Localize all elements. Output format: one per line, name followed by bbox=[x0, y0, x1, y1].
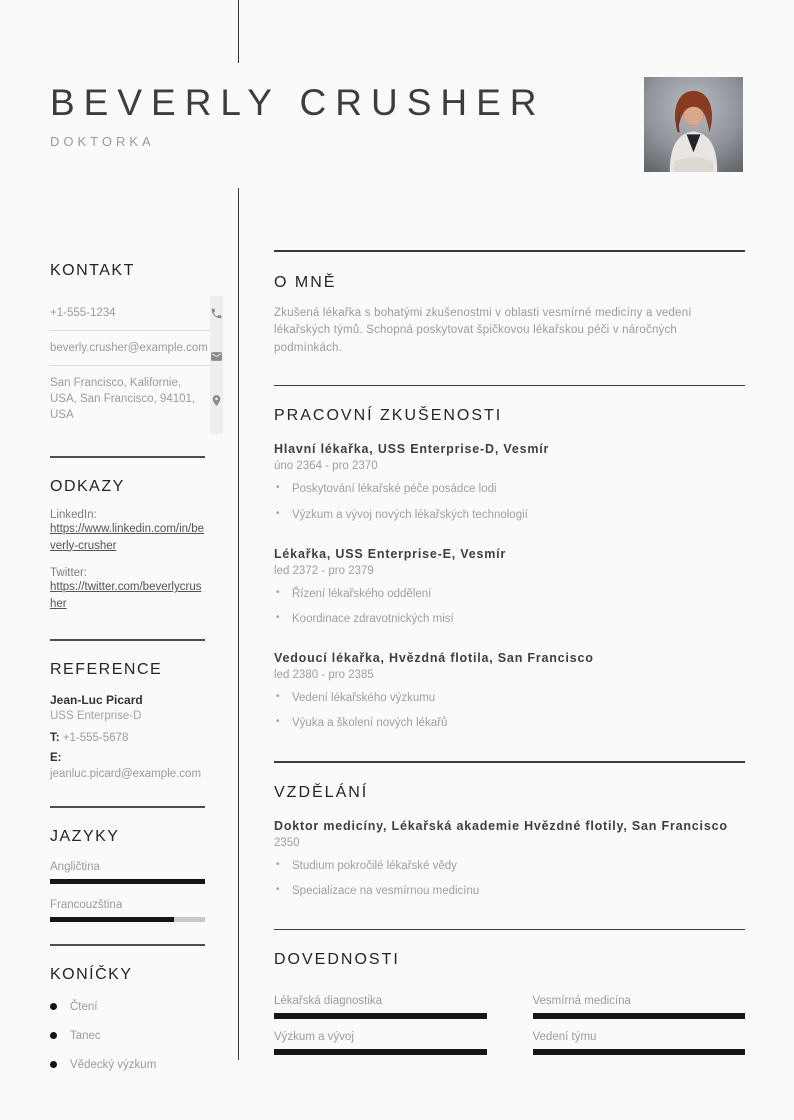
link-linkedin bbox=[50, 509, 205, 554]
portrait-illustration bbox=[644, 77, 743, 172]
section-divider bbox=[274, 761, 745, 763]
bullet-dot-icon bbox=[50, 1003, 57, 1010]
section-divider bbox=[274, 929, 745, 931]
reference-name: Jean-Luc Picard bbox=[50, 692, 143, 707]
bullet-dot-icon bbox=[50, 1061, 57, 1068]
language-bar-fill bbox=[50, 917, 174, 922]
job-period: led 2380 - pro 2385 bbox=[274, 668, 374, 681]
job-title: Hlavní lékařka, USS Enterprise-D, Vesmír bbox=[274, 442, 550, 457]
contact-address: San Francisco, Kalifornie, USA, San Francisco, 94101, USA bbox=[50, 377, 196, 422]
hobby-label: Tanec bbox=[70, 1029, 101, 1042]
link-twitter bbox=[50, 567, 205, 612]
skill-name: Vedení týmu bbox=[532, 1031, 597, 1044]
about-text: Zkušená lékařka s bohatými zkušenostmi v oblasti vesmírné medicíny a vedení lékařských týmů. Schopná poskytovat špičkovou lékařskou péči v náročných podmínkách. bbox=[274, 306, 692, 355]
divider-vertical-bottom bbox=[238, 188, 239, 1060]
skill-bar-fill bbox=[533, 1049, 746, 1055]
contact-icon-strip bbox=[210, 296, 223, 434]
about-heading: O MNĚ bbox=[274, 273, 337, 291]
reference-email-label: E: bbox=[50, 751, 62, 764]
job-bullet: • Výuka a školení nových lékařů bbox=[274, 715, 745, 731]
links-heading: ODKAZY bbox=[50, 478, 125, 495]
language-row bbox=[50, 899, 205, 922]
skill-bar-track bbox=[533, 1049, 746, 1055]
skill-name: Vesmírná medicína bbox=[532, 995, 631, 1008]
person-title: DOKTORKA bbox=[50, 134, 155, 149]
job-title: Vedoucí lékařka, Hvězdná flotila, San Francisco bbox=[274, 650, 594, 665]
language-name: Angličtina bbox=[50, 860, 100, 873]
skill-bar-fill bbox=[533, 1013, 746, 1019]
job-title: Lékařka, USS Enterprise-E, Vesmír bbox=[274, 546, 507, 561]
degree-title: Doktor medicíny, Lékařská akademie Hvězdné flotily, San Francisco bbox=[274, 818, 728, 833]
skill-item bbox=[533, 1031, 746, 1055]
hobbies-heading: KONÍČKY bbox=[50, 965, 133, 983]
sidebar-divider bbox=[50, 944, 205, 946]
twitter-link[interactable]: https://twitter.com/beverlycrusher bbox=[50, 581, 202, 611]
language-name: Francouzština bbox=[50, 898, 123, 911]
phone-icon bbox=[210, 296, 223, 330]
sidebar bbox=[50, 262, 208, 1071]
reference-phone-label: T: bbox=[50, 731, 60, 744]
skill-bar-track bbox=[274, 1049, 487, 1055]
main-column bbox=[274, 250, 745, 1055]
contact-email: beverly.crusher@example.com bbox=[50, 331, 210, 366]
mail-icon bbox=[210, 330, 223, 382]
skills-grid bbox=[274, 983, 745, 1055]
hobby-label: Vědecký výzkum bbox=[70, 1058, 157, 1071]
reference-email-value: jeanluc.picard@example.com bbox=[50, 767, 202, 780]
education-heading: VZDĚLÁNÍ bbox=[274, 783, 369, 801]
job-bullet: • Řízení lékařského oddělení bbox=[274, 586, 745, 602]
skill-item bbox=[533, 995, 746, 1019]
contact-phone: +1-555-1234 bbox=[50, 296, 210, 331]
hobby-item bbox=[50, 1030, 205, 1042]
skill-name: Výzkum a vývoj bbox=[274, 1031, 354, 1044]
education-entry bbox=[274, 819, 745, 899]
skill-item bbox=[274, 995, 487, 1019]
profile-photo bbox=[644, 77, 743, 172]
language-bar-track bbox=[50, 879, 205, 884]
linkedin-link[interactable]: https://www.linkedin.com/in/beverly-crusher bbox=[50, 523, 205, 552]
reference-phone bbox=[50, 730, 205, 746]
hobby-item bbox=[50, 1059, 205, 1071]
link-label: LinkedIn: bbox=[50, 509, 97, 521]
location-pin-icon bbox=[210, 382, 223, 434]
section-divider bbox=[274, 250, 745, 252]
job-bullet: • Vedení lékařského výzkumu bbox=[274, 690, 745, 706]
skills-heading: DOVEDNOSTI bbox=[274, 951, 400, 969]
skill-bar-track bbox=[274, 1013, 487, 1019]
job-period: úno 2364 - pro 2370 bbox=[274, 460, 378, 473]
skill-bar-fill bbox=[274, 1013, 487, 1019]
languages-heading: JAZYKY bbox=[50, 827, 120, 845]
language-bar-track bbox=[50, 917, 205, 922]
job-bullet: • Poskytování lékařské péče posádce lodi bbox=[274, 481, 745, 497]
job-bullet: • Výzkum a vývoj nových lékařských technologií bbox=[274, 507, 745, 523]
reference-company: USS Enterprise-D bbox=[50, 709, 142, 722]
person-name: BEVERLY CRUSHER bbox=[50, 82, 546, 123]
contact-heading: KONTAKT bbox=[50, 262, 135, 279]
language-row bbox=[50, 861, 205, 884]
reference-phone-value: +1-555-5678 bbox=[62, 731, 129, 744]
hobby-item bbox=[50, 1001, 205, 1013]
sidebar-divider bbox=[50, 639, 205, 641]
education-bullet: • Specializace na vesmírnou medicínu bbox=[274, 883, 745, 899]
job-entry bbox=[274, 651, 745, 731]
job-entry bbox=[274, 442, 745, 522]
education-bullet: • Studium pokročilé lékařské vědy bbox=[274, 858, 745, 874]
skill-bar-track bbox=[533, 1013, 746, 1019]
skill-item bbox=[274, 1031, 487, 1055]
reference-heading: REFERENCE bbox=[50, 660, 163, 678]
job-bullet: • Koordinace zdravotnických misí bbox=[274, 611, 745, 627]
link-label: Twitter: bbox=[50, 567, 88, 580]
hobby-label: Čtení bbox=[70, 1000, 98, 1013]
degree-year: 2350 bbox=[274, 836, 300, 849]
language-bar-fill bbox=[50, 879, 205, 884]
experience-heading: PRACOVNÍ ZKUŠENOSTI bbox=[274, 407, 503, 425]
divider-vertical-top bbox=[238, 0, 239, 63]
skill-name: Lékařská diagnostika bbox=[274, 995, 383, 1008]
sidebar-divider bbox=[50, 806, 205, 808]
header bbox=[50, 82, 546, 149]
job-entry bbox=[274, 547, 745, 627]
job-period: led 2372 - pro 2379 bbox=[274, 564, 374, 577]
bullet-dot-icon bbox=[50, 1032, 57, 1039]
section-divider bbox=[274, 385, 745, 387]
contact-block bbox=[50, 296, 208, 434]
sidebar-divider bbox=[50, 456, 205, 458]
reference-email bbox=[50, 750, 205, 782]
skill-bar-fill bbox=[274, 1049, 487, 1055]
